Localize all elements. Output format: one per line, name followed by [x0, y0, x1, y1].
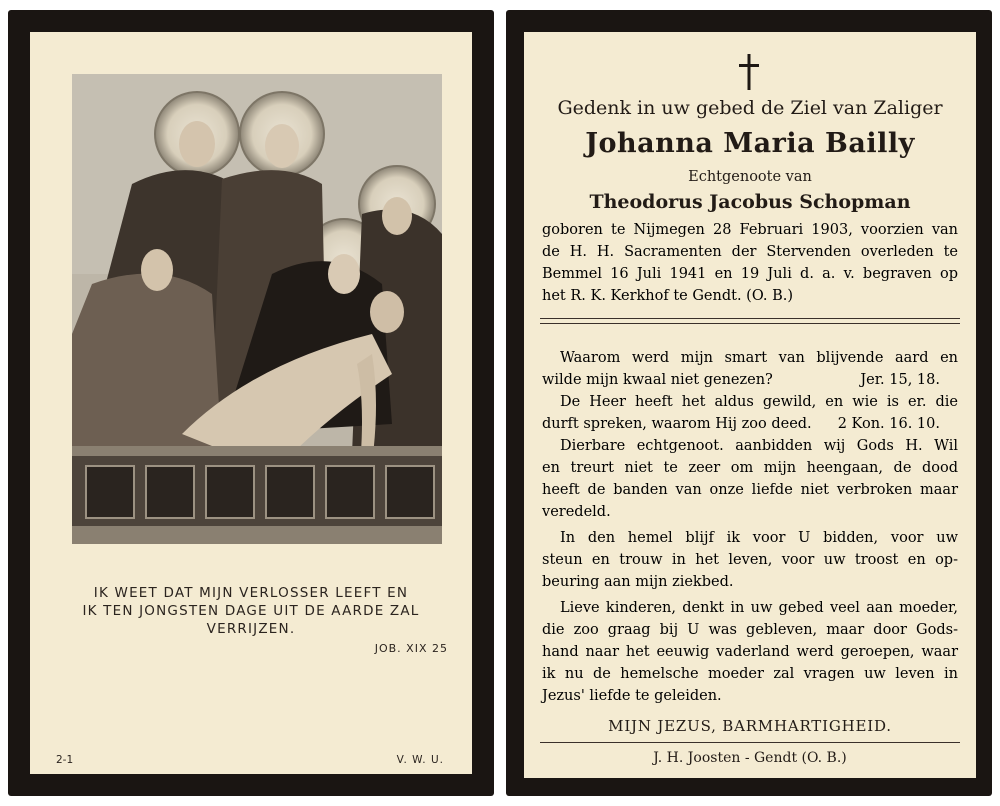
right-card-paper — [524, 32, 976, 778]
bio-line: Bemmel 16 Juli 1941 en 19 Juli d. a. v. begraven op — [542, 266, 958, 282]
right-card — [506, 10, 992, 796]
message-line: steun en trouw in het leven, voor uw troost en op- — [542, 552, 958, 568]
caption-line: IK TEN JONGSTEN DAGE UIT DE AARDE ZAL — [82, 603, 420, 619]
verse-line: Waarom werd mijn smart van blijvende aard en — [560, 350, 958, 366]
left-card — [8, 10, 494, 796]
message-line: heeft de banden van onze liefde niet verbroken maar — [542, 482, 958, 498]
left-card-paper — [30, 32, 472, 774]
message-line: ik nu de hemelsche moeder zal vragen uw leven in — [542, 666, 958, 682]
message-line: beuring aan mijn ziekbed. — [542, 574, 734, 590]
scripture-caption — [50, 584, 452, 638]
bio-line: het R. K. Kerkhof te Gendt. (O. B.) — [542, 288, 794, 304]
bio-line: goboren te Nijmegen 28 Februari 1903, voorzien van — [542, 222, 958, 238]
message-line: veredeld. — [542, 504, 611, 520]
cross-icon — [734, 52, 764, 92]
message-line: Dierbare echtgenoot. aanbidden wij Gods H. Wil — [560, 438, 958, 454]
caption-line: VERRIJZEN. — [206, 621, 296, 637]
card-number: 2-1 — [56, 754, 74, 766]
verse-line-with-ref — [542, 370, 940, 391]
lamentation-picture — [72, 74, 442, 544]
verse-text: durft spreken, waarom Hij zoo deed. — [542, 416, 812, 432]
printer-credit: J. H. Joosten - Gendt (O. B.) — [653, 750, 847, 766]
verse-reference: 2 Kon. 16. 10. — [837, 416, 940, 432]
double-divider — [540, 318, 960, 324]
message-line: die zoo graag bij U was gebleven, maar door Gods- — [542, 622, 958, 638]
remembrance-heading: Gedenk in uw gebed de Ziel van Zaliger — [557, 97, 943, 119]
message-line: Jezus' liefde te geleiden. — [542, 688, 722, 704]
scripture-reference: JOB. XIX 25 — [374, 642, 448, 655]
spouse-intro: Echtgenoote van — [688, 169, 812, 185]
message-line: In den hemel blijf ik voor U bidden, voor uw — [560, 530, 958, 546]
lamentation-illustration — [72, 74, 442, 544]
verse-line-with-ref — [542, 414, 940, 435]
closing-prayer: MIJN JEZUS, BARMHARTIGHEID. — [608, 717, 892, 735]
verse-line: De Heer heeft het aldus gewild, en wie is er. die — [560, 394, 958, 410]
caption-line: IK WEET DAT MIJN VERLOSSER LEEFT EN — [93, 585, 409, 601]
message-line: Lieve kinderen, denkt in uw gebed veel aan moeder, — [560, 600, 958, 616]
spouse-name: Theodorus Jacobus Schopman — [589, 191, 911, 213]
message-line: en treurt niet te zeer om mijn heengaan, de dood — [542, 460, 958, 476]
verse-text: wilde mijn kwaal niet genezen? — [542, 372, 773, 388]
divider — [540, 742, 960, 743]
publisher-mark: V. W. U. — [396, 754, 444, 766]
bio-line: de H. H. Sacramenten der Stervenden overleden te — [542, 244, 958, 260]
verse-reference: Jer. 15, 18. — [860, 372, 940, 388]
deceased-name: Johanna Maria Bailly — [585, 128, 915, 159]
message-line: hand naar het eeuwig vaderland werd geroepen, waar — [542, 644, 958, 660]
